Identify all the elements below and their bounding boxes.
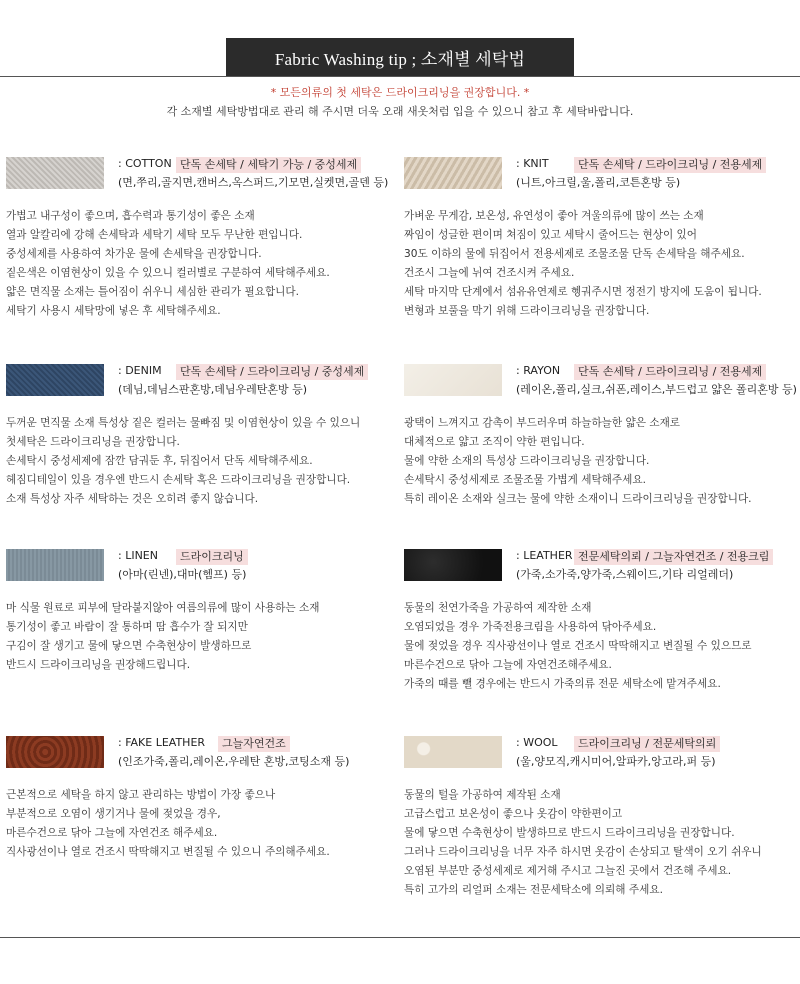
care-badge: 그늘자연건조 (218, 736, 290, 752)
description-line: 마른수건으로 닦아 그늘에 자연건조 해주세요. (6, 827, 218, 839)
description-line: 오염된 부분만 중성세제로 제거해 주시고 그늘진 곳에서 건조해 주세요. (404, 865, 732, 877)
care-badge: 드라이크리닝 / 전문세탁의뢰 (574, 736, 720, 752)
description-line: 30도 이하의 물에 뒤집어서 전용세제로 조물조물 단독 손세탁을 해주세요. (404, 248, 745, 260)
page-title: Fabric Washing tip ; 소재별 세탁법 (226, 38, 574, 77)
denim-swatch-image (6, 364, 104, 396)
material-description (6, 414, 406, 509)
care-badge: 단독 손세탁 / 드라이크리닝 / 전용세제 (574, 157, 766, 173)
wool-swatch-image (404, 736, 502, 768)
description-line: 세탁기 사용시 세탁망에 넣은 후 세탁해주세요. (6, 305, 221, 317)
description-line: 중성세제를 사용하여 차가운 물에 손세탁을 권장합니다. (6, 248, 262, 260)
description-line: 짙은색은 이염현상이 있을 수 있으니 컬러별로 구분하여 세탁해주세요. (6, 267, 330, 279)
care-badge: 드라이크리닝 (176, 549, 248, 565)
material-name: : RAYON (516, 364, 561, 377)
description-line: 가죽의 때를 뺄 경우에는 반드시 가죽의류 전문 세탁소에 맡겨주세요. (404, 678, 721, 690)
material-name: : LEATHER (516, 549, 573, 562)
description-line: 짜임이 성글한 편이며 쳐짐이 있고 세탁시 줄어드는 현상이 있어 (404, 229, 698, 241)
material-description (6, 786, 406, 862)
description-line: 특히 고가의 리얼퍼 소재는 전문세탁소에 의뢰해 주세요. (404, 884, 663, 896)
description-line: 반드시 드라이크리닝을 권장해드립니다. (6, 659, 191, 671)
material-description (6, 207, 406, 321)
description-line: 오염되었을 경우 가죽전용크림을 사용하여 닦아주세요. (404, 621, 657, 633)
care-badge: 단독 손세탁 / 세탁기 가능 / 중성세제 (176, 157, 361, 173)
intro-text: 각 소재별 세탁방법대로 관리 해 주시면 더욱 오래 새옷처럼 입을 수 있으니 참고 후 세탁바랍니다. (166, 105, 634, 118)
fake-leather-swatch-image (6, 736, 104, 768)
description-line: 손세탁시 중성세제로 조물조물 가볍게 세탁해주세요. (404, 474, 646, 486)
description-line: 물에 닿으면 수축현상이 발생하므로 반드시 드라이크리닝을 권장합니다. (404, 827, 735, 839)
description-line: 직사광선이나 열로 건조시 딱딱해지고 변질될 수 있으니 주의해주세요. (6, 846, 330, 858)
material-examples: (가죽,소가죽,양가죽,스웨이드,기타 리얼레더) (516, 568, 734, 581)
description-line: 마 식물 원료로 피부에 달라붙지않아 여름의류에 많이 사용하는 소재 (6, 602, 320, 614)
description-line: 광택이 느껴지고 감촉이 부드러우며 하늘하늘한 얇은 소재로 (404, 417, 681, 429)
material-examples: (아마(린넨),대마(헴프) 등) (118, 568, 247, 581)
description-line: 소재 특성상 자주 세탁하는 것은 오히려 좋지 않습니다. (6, 493, 259, 505)
description-line: 두꺼운 면직물 소재 특성상 짙은 컬러는 물빠짐 및 이염현상이 있을 수 있으니 (6, 417, 361, 429)
material-examples: (인조가죽,폴리,레이온,우레탄 혼방,코팅소재 등) (118, 755, 350, 768)
description-line: 건조시 그늘에 뉘여 건조시켜 주세요. (404, 267, 575, 279)
material-name: : KNIT (516, 157, 549, 170)
description-line: 세탁 마지막 단계에서 섬유유연제로 헹궈주시면 정전기 방지에 도움이 됩니다. (404, 286, 762, 298)
description-line: 동물의 털을 가공하여 제작된 소재 (404, 789, 561, 801)
description-line: 근본적으로 세탁을 하지 않고 관리하는 방법이 가장 좋으나 (6, 789, 276, 801)
care-badge: 단독 손세탁 / 드라이크리닝 / 전용세제 (574, 364, 766, 380)
description-line: 열과 알칼리에 강해 손세탁과 세탁기 세탁 모두 무난한 편입니다. (6, 229, 303, 241)
material-examples: (데님,데님스판혼방,데님우레탄혼방 등) (118, 383, 308, 396)
material-description (404, 207, 800, 321)
linen-swatch-image (6, 549, 104, 581)
description-line: 부분적으로 오염이 생기거나 물에 젖었을 경우, (6, 808, 221, 820)
description-line: 변형과 보풀을 막기 위해 드라이크리닝을 권장합니다. (404, 305, 650, 317)
description-line: 통기성이 좋고 바람이 잘 통하며 땀 흡수가 잘 되지만 (6, 621, 248, 633)
description-line: 손세탁시 중성세제에 잠깐 담궈둔 후, 뒤집어서 단독 세탁해주세요. (6, 455, 313, 467)
bottom-divider (0, 937, 800, 938)
description-line: 물에 젖었을 경우 직사광선이나 열로 건조시 딱딱해지고 변질될 수 있으므로 (404, 640, 752, 652)
care-badge: 단독 손세탁 / 드라이크리닝 / 중성세제 (176, 364, 368, 380)
material-description (6, 599, 406, 675)
description-line: 얇은 면직물 소재는 틀어짐이 쉬우니 세심한 관리가 필요합니다. (6, 286, 300, 298)
material-name: : FAKE LEATHER (118, 736, 206, 749)
description-line: 대체적으로 얇고 조직이 약한 편입니다. (404, 436, 585, 448)
material-name: : LINEN (118, 549, 158, 562)
material-description (404, 599, 800, 694)
material-name: : WOOL (516, 736, 558, 749)
material-description (404, 414, 800, 509)
description-line: 첫세탁은 드라이크리닝을 권장합니다. (6, 436, 180, 448)
description-line: 특히 레이온 소재와 실크는 물에 약한 소재이니 드라이크리닝을 권장합니다. (404, 493, 752, 505)
knit-swatch-image (404, 157, 502, 189)
material-examples: (니트,아크릴,울,폴리,코튼혼방 등) (516, 176, 681, 189)
material-examples: (레이온,폴리,실크,쉬폰,레이스,부드럽고 얇은 폴리혼방 등) (516, 383, 797, 396)
material-name: : COTTON (118, 157, 172, 170)
rayon-swatch-image (404, 364, 502, 396)
leather-swatch-image (404, 549, 502, 581)
cotton-swatch-image (6, 157, 104, 189)
material-name: : DENIM (118, 364, 162, 377)
description-line: 물에 약한 소재의 특성상 드라이크리닝을 권장합니다. (404, 455, 650, 467)
material-examples: (울,양모직,캐시미어,알파카,앙고라,퍼 등) (516, 755, 716, 768)
care-badge: 전문세탁의뢰 / 그늘자연건조 / 전용크림 (574, 549, 773, 565)
description-line: 고급스럽고 보온성이 좋으나 옷감이 약한편이고 (404, 808, 623, 820)
description-line: 그러나 드라이크리닝을 너무 자주 하시면 옷감이 손상되고 탈색이 오기 쉬우니 (404, 846, 762, 858)
material-examples: (면,쭈리,골지면,캔버스,옥스퍼드,기모면,실켓면,골덴 등) (118, 176, 389, 189)
description-line: 구김이 잘 생기고 물에 닿으면 수축현상이 발생하므로 (6, 640, 252, 652)
description-line: 동물의 천연가죽을 가공하여 제작한 소재 (404, 602, 592, 614)
description-line: 마른수건으로 닦아 그늘에 자연건조해주세요. (404, 659, 612, 671)
title-divider (0, 76, 800, 77)
description-line: 가벼운 무게감, 보온성, 유연성이 좋아 겨울의류에 많이 쓰는 소재 (404, 210, 704, 222)
notice-text: * 모든의류의 첫 세탁은 드라이크리닝을 권장합니다. * (270, 86, 530, 99)
description-line: 가볍고 내구성이 좋으며, 흡수력과 통기성이 좋은 소재 (6, 210, 255, 222)
description-line: 헤짐디테일이 있을 경우엔 반드시 손세탁 혹은 드라이크리닝을 권장합니다. (6, 474, 351, 486)
material-description (404, 786, 800, 900)
